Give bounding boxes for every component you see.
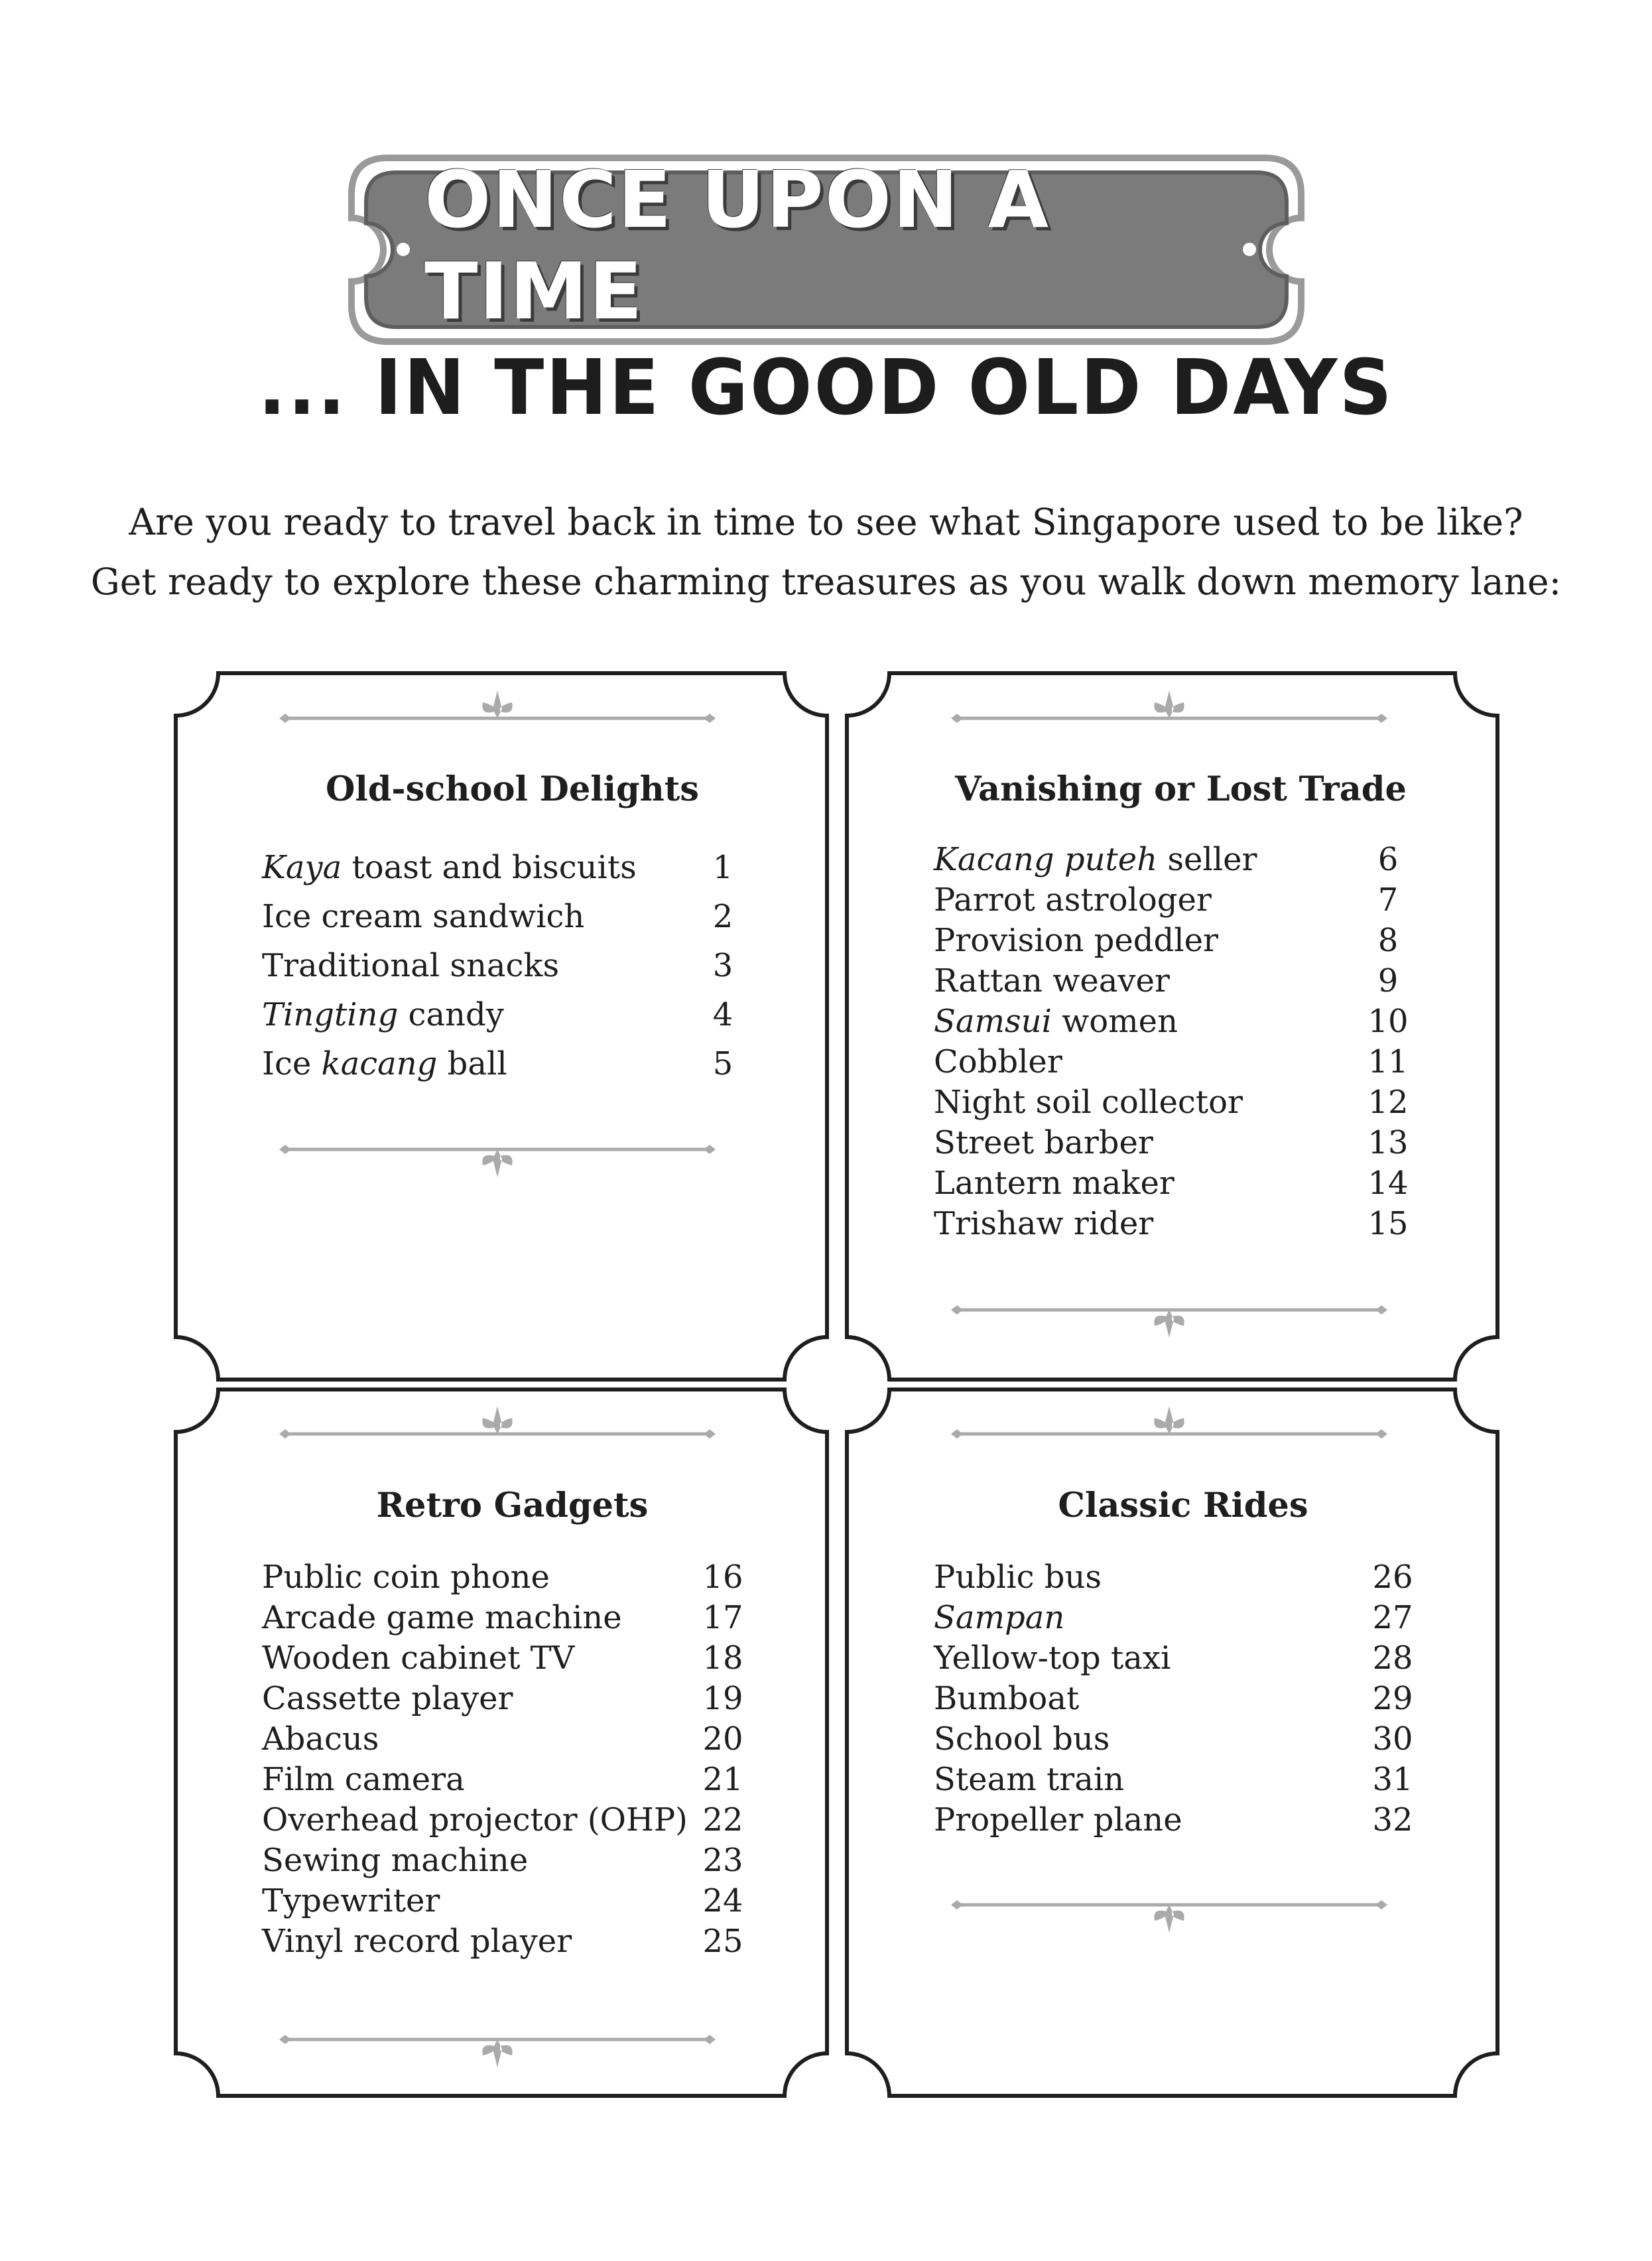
list-item [934, 962, 1428, 1003]
panel-heading: Retro Gadgets [376, 1486, 649, 1525]
item-name-text: Parrot astrologer [934, 881, 1212, 919]
item-name-text: candy [398, 996, 504, 1033]
list-item [934, 1680, 1432, 1720]
item-name [262, 1761, 465, 1798]
item-number: 12 [1367, 1084, 1409, 1121]
item-name-text: Abacus [262, 1720, 379, 1758]
item-name [934, 881, 1212, 919]
item-name [262, 1923, 572, 1960]
item-number: 7 [1377, 881, 1399, 919]
item-list [262, 849, 763, 1094]
item-number: 28 [1372, 1640, 1413, 1677]
item-number: 21 [702, 1761, 743, 1798]
intro-line-2: Get ready to explore these charming treasures as you walk down memory lane: [90, 560, 1562, 603]
item-number: 22 [702, 1801, 743, 1839]
item-name [934, 1761, 1124, 1798]
item-name-italic: Tingting [262, 996, 399, 1033]
list-item [934, 1640, 1432, 1680]
item-name-text: Traditional snacks [262, 947, 560, 984]
item-name [262, 1801, 688, 1839]
item-name-text: Street barber [934, 1124, 1153, 1161]
item-number: 11 [1367, 1043, 1409, 1080]
item-name-text: Film camera [262, 1761, 465, 1798]
item-name-text: Ice cream sandwich [262, 898, 585, 935]
page-subtitle: ... IN THE GOOD OLD DAYS [258, 342, 1394, 432]
item-name-text: Night soil collector [934, 1084, 1243, 1121]
list-item [934, 1761, 1432, 1801]
list-item [262, 996, 763, 1045]
item-name-text: Cassette player [262, 1680, 513, 1717]
item-name [934, 1599, 1064, 1636]
item-name-italic: Samsui [934, 1003, 1052, 1040]
item-number: 2 [712, 898, 733, 935]
list-item [934, 841, 1428, 881]
list-item [262, 1882, 763, 1923]
item-name-text: Overhead projector (OHP) [262, 1801, 688, 1839]
list-item [934, 1720, 1432, 1761]
panel-classic-rides [934, 1479, 1432, 1877]
list-item [262, 1640, 763, 1680]
item-name [934, 1003, 1178, 1040]
item-name-text: Ice [262, 1045, 322, 1082]
item-name [934, 1124, 1153, 1161]
item-name-text: Provision peddler [934, 922, 1218, 959]
item-name [262, 1720, 379, 1758]
item-name [934, 1559, 1102, 1596]
panel-retro-gadgets [262, 1479, 763, 1983]
list-item [934, 1043, 1428, 1084]
panel-heading: Old-school Delights [325, 769, 700, 809]
item-name [934, 1680, 1079, 1717]
item-number: 20 [702, 1720, 743, 1758]
item-name-text: Public coin phone [262, 1559, 550, 1596]
ornament-divider-top-4 [951, 1406, 1387, 1439]
ornament-divider-bottom-4 [951, 1900, 1387, 1933]
list-item [262, 947, 763, 996]
item-number: 9 [1377, 962, 1399, 1000]
item-number: 5 [712, 1045, 733, 1082]
panel-old-school-delights [262, 763, 763, 1161]
item-number: 25 [702, 1923, 743, 1960]
item-name-text: Bumboat [934, 1680, 1080, 1717]
list-item [934, 1165, 1428, 1205]
ornament-divider-top-1 [279, 690, 716, 723]
item-name [934, 1640, 1171, 1677]
list-item [262, 1559, 763, 1599]
list-item [934, 1084, 1428, 1124]
item-name [262, 1640, 574, 1677]
item-name-text: Sewing machine [262, 1842, 529, 1879]
item-number: 1 [712, 849, 733, 886]
item-name [262, 947, 559, 984]
list-item [262, 1842, 763, 1882]
item-number: 4 [712, 996, 733, 1033]
item-name-text: Steam train [934, 1761, 1125, 1798]
item-name-text: Arcade game machine [262, 1599, 622, 1636]
intro-line-1: Are you ready to travel back in time to see what Singapore used to be like? [129, 501, 1523, 543]
item-name-text: women [1051, 1003, 1178, 1040]
ornament-divider-bottom-3 [279, 2035, 716, 2067]
item-name [262, 1559, 550, 1596]
list-item [262, 1923, 763, 1963]
item-name [262, 849, 637, 886]
item-name-text: toast and biscuits [342, 849, 637, 886]
list-item [934, 1124, 1428, 1165]
item-name-text: Lantern maker [934, 1165, 1175, 1202]
item-number: 6 [1377, 841, 1399, 878]
item-name [262, 898, 584, 935]
item-name [262, 1599, 622, 1636]
item-number: 15 [1367, 1205, 1409, 1242]
item-number: 19 [702, 1680, 743, 1717]
item-name [934, 922, 1218, 959]
panel-heading: Vanishing or Lost Trade [955, 769, 1407, 809]
list-item [262, 1680, 763, 1720]
item-number: 8 [1377, 922, 1399, 959]
item-number: 17 [702, 1599, 743, 1636]
item-number: 32 [1372, 1801, 1413, 1839]
item-name [934, 1801, 1182, 1839]
item-number: 13 [1367, 1124, 1409, 1161]
item-name-italic: Kacang puteh [934, 841, 1158, 878]
list-item [934, 922, 1428, 962]
item-number: 18 [702, 1640, 743, 1677]
list-item [262, 1045, 763, 1094]
item-name-text: Cobbler [934, 1043, 1062, 1080]
item-name [934, 962, 1170, 1000]
item-name-text: Typewriter [262, 1882, 440, 1919]
item-number: 29 [1372, 1680, 1413, 1717]
item-name-text: seller [1157, 841, 1257, 878]
item-list [262, 1559, 763, 1963]
item-name [934, 1720, 1110, 1758]
list-item [934, 1559, 1432, 1599]
item-name-italic: Sampan [934, 1599, 1065, 1636]
list-item [262, 898, 763, 947]
item-number: 14 [1367, 1165, 1409, 1202]
panel-heading: Classic Rides [1058, 1486, 1308, 1525]
item-number: 31 [1372, 1761, 1413, 1798]
item-name-text: Trishaw rider [934, 1205, 1154, 1242]
page-title: ONCE UPON A TIME [424, 154, 1050, 337]
list-item [934, 1205, 1428, 1246]
item-name-text: Public bus [934, 1559, 1102, 1596]
item-name [262, 1842, 528, 1879]
item-name-text: Vinyl record player [262, 1923, 572, 1960]
item-number: 16 [702, 1559, 743, 1596]
item-number: 3 [712, 947, 733, 984]
item-name [262, 1045, 507, 1082]
item-number: 10 [1367, 1003, 1409, 1040]
item-name-text: ball [437, 1045, 507, 1082]
item-name-text: Propeller plane [934, 1801, 1182, 1839]
item-number: 30 [1372, 1720, 1413, 1758]
item-number: 27 [1372, 1599, 1413, 1636]
ornament-divider-top-2 [951, 690, 1387, 723]
item-name [934, 1043, 1062, 1080]
item-name [934, 1084, 1243, 1121]
item-name-text: School bus [934, 1720, 1110, 1758]
item-number: 26 [1372, 1559, 1413, 1596]
list-item [262, 1599, 763, 1640]
list-item [934, 1003, 1428, 1043]
ornament-divider-top-3 [279, 1406, 716, 1439]
item-name [934, 841, 1257, 878]
item-name-italic: Kaya [262, 849, 342, 886]
item-name [262, 1680, 513, 1717]
item-name [934, 1165, 1175, 1202]
list-item [262, 1801, 763, 1842]
item-number: 24 [702, 1882, 743, 1919]
item-name-italic: kacang [321, 1045, 438, 1082]
item-list [934, 841, 1428, 1246]
list-item [934, 1599, 1432, 1640]
item-name [262, 996, 504, 1033]
item-list [934, 1559, 1432, 1842]
item-name-text: Rattan weaver [934, 962, 1170, 1000]
item-name [934, 1205, 1153, 1242]
list-item [934, 881, 1428, 922]
panel-vanishing-trade [934, 763, 1428, 1267]
list-item [262, 1720, 763, 1761]
item-name-text: Wooden cabinet TV [262, 1640, 575, 1677]
list-item [934, 1801, 1432, 1842]
item-name [262, 1882, 440, 1919]
item-name-text: Yellow-top taxi [934, 1640, 1171, 1677]
ornament-divider-bottom-2 [951, 1305, 1387, 1338]
list-item [262, 1761, 763, 1801]
item-number: 23 [702, 1842, 743, 1879]
list-item [262, 849, 763, 898]
